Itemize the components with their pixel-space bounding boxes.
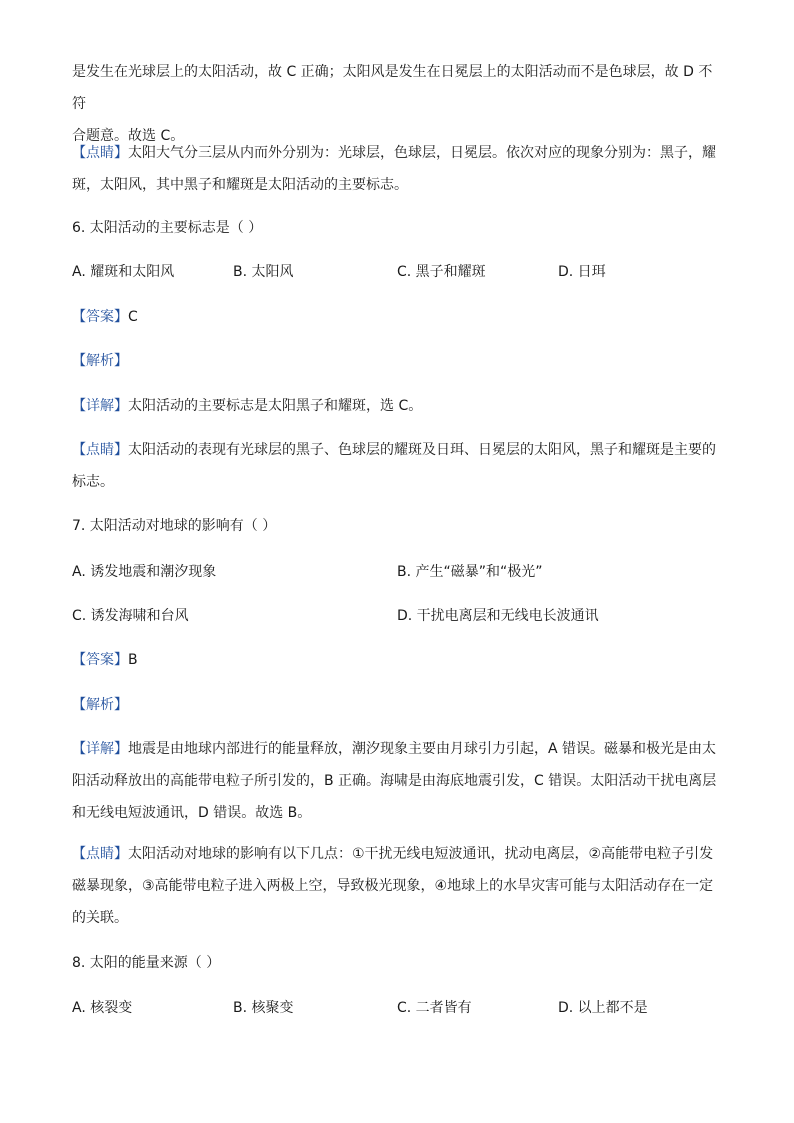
- q7-jiexi-heading: 【解析】: [72, 697, 128, 713]
- q8-option-a: A. 核裂变: [72, 1000, 133, 1016]
- q6-option-b: B. 太阳风: [233, 264, 294, 280]
- q8-stem: 8. 太阳的能量来源（ ）: [72, 955, 221, 971]
- answer-value: C: [128, 309, 138, 325]
- q6-xiangjie: [72, 390, 722, 422]
- q6-jiexi-heading: 【解析】: [72, 353, 128, 369]
- xiangjie-text: 地震是由地球内部进行的能量释放，潮汐现象主要由月球引力引起，A 错误。磁暴和极光是由太阳活动释放出的高能带电粒子所引发的，B 正确。海啸是由海底地震引发，C 错误。太阳活动干扰电离层和无线电短波通讯，D 错误。故选 B。: [72, 741, 717, 821]
- q7-option-a: A. 诱发地震和潮汐现象: [72, 564, 217, 580]
- xiangjie-tag: 【详解】: [72, 741, 128, 757]
- xiangjie-text: 太阳活动的主要标志是太阳黑子和耀斑，选 C。: [128, 398, 423, 414]
- q6-option-c: C. 黑子和耀斑: [397, 264, 486, 280]
- q6-dianjing: [72, 434, 722, 498]
- dianjing-text: 太阳大气分三层从内而外分别为：光球层，色球层，日冕层。依次对应的现象分别为：黑子，耀斑，太阳风，其中黑子和耀斑是太阳活动的主要标志。: [72, 145, 716, 193]
- q7-option-c: C. 诱发海啸和台风: [72, 608, 189, 624]
- q7-dianjing: [72, 838, 722, 934]
- dianjing-text: 太阳活动的表现有光球层的黑子、色球层的耀斑及日珥、日冕层的太阳风，黑子和耀斑是主要的标志。: [72, 442, 716, 490]
- q8-option-d: D. 以上都不是: [558, 1000, 648, 1016]
- q7-answer: [72, 644, 722, 676]
- dianjing-tag: 【点睛】: [72, 145, 128, 161]
- q8-option-b: B. 核聚变: [233, 1000, 294, 1016]
- q7-option-d: D. 干扰电离层和无线电长波通讯: [397, 608, 599, 624]
- continuation-line-1: 是发生在光球层上的太阳活动，故 C 正确；太阳风是发生在日冕层上的太阳活动而不是色球层，故 D 不符: [72, 64, 713, 112]
- answer-tag: 【答案】: [72, 309, 128, 325]
- q6-option-a: A. 耀斑和太阳风: [72, 264, 175, 280]
- continuation-line-2: 合题意。故选 C。: [72, 128, 185, 144]
- answer-tag: 【答案】: [72, 652, 128, 668]
- q7-option-b: B. 产生“磁暴”和“极光”: [397, 564, 543, 580]
- dianjing-tag: 【点睛】: [72, 442, 128, 458]
- dianjing-tag: 【点睛】: [72, 846, 128, 862]
- q6-stem: 6. 太阳活动的主要标志是（ ）: [72, 220, 263, 236]
- q8-option-c: C. 二者皆有: [397, 1000, 472, 1016]
- q6-answer: [72, 301, 722, 333]
- answer-value: B: [128, 652, 138, 668]
- xiangjie-tag: 【详解】: [72, 398, 128, 414]
- dianjing-q5: [72, 137, 722, 201]
- dianjing-text: 太阳活动对地球的影响有以下几点：①干扰无线电短波通讯，扰动电离层，②高能带电粒子引发磁暴现象，③高能带电粒子进入两极上空，导致极光现象，④地球上的水旱灾害可能与太阳活动存在一定的关联。: [72, 846, 714, 926]
- q6-option-d: D. 日珥: [558, 264, 606, 280]
- q7-xiangjie: [72, 733, 722, 829]
- q7-stem: 7. 太阳活动对地球的影响有（ ）: [72, 518, 277, 534]
